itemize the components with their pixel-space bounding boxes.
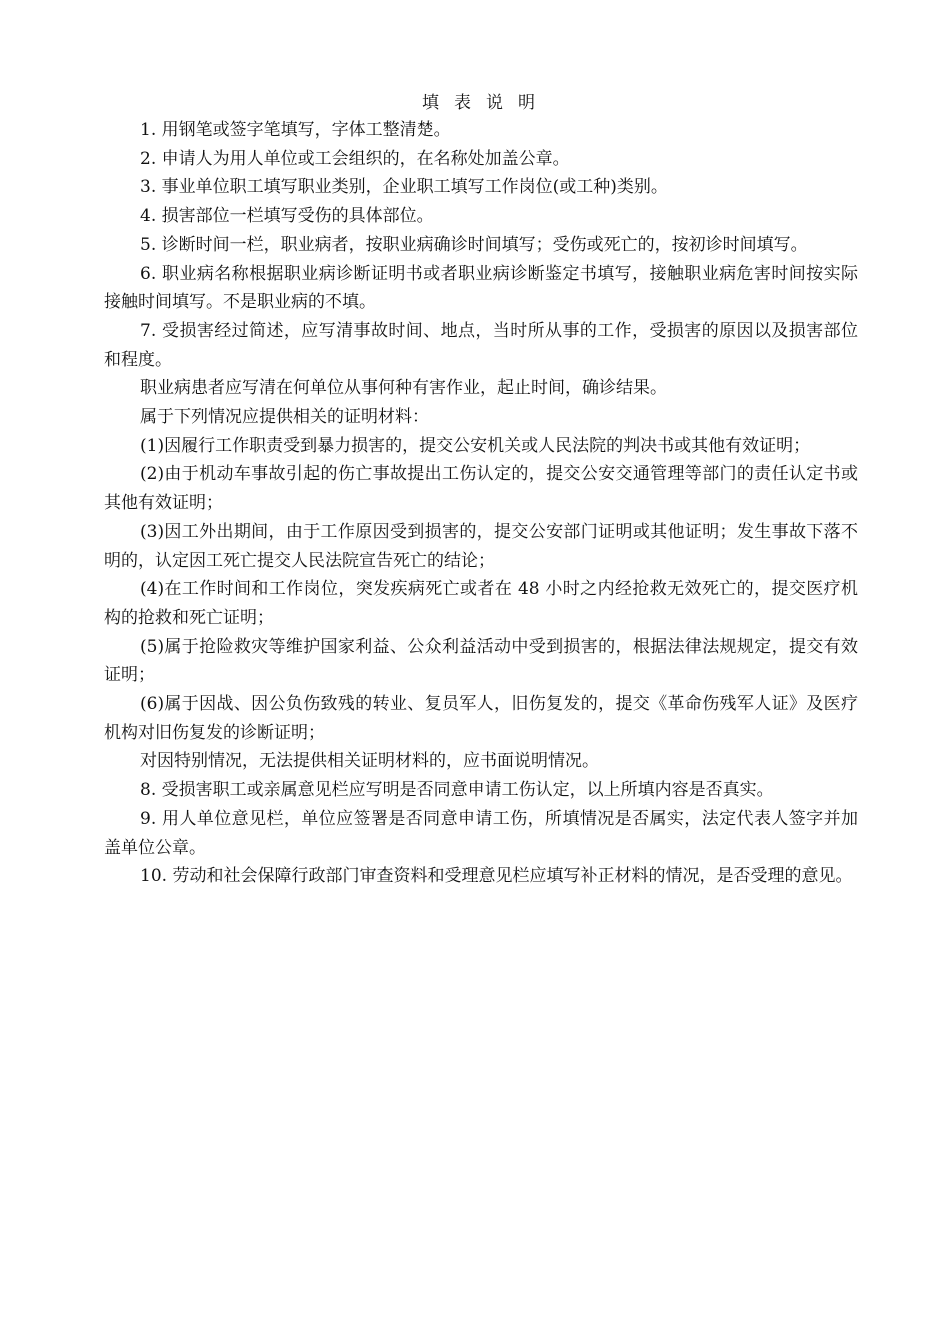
instruction-item-2: 2. 申请人为用人单位或工会组织的，在名称处加盖公章。 [140,148,570,169]
instruction-item-3: 3. 事业单位职工填写职业类别，企业职工填写工作岗位(或工种)类别。 [140,177,668,198]
supporting-material-3: (3)因工外出期间，由于工作原因受到损害的，提交公安部门证明或其他证明；发生事故下落不明的，认定因工死亡提交人民法院宣告死亡的结论； [104,521,858,571]
instruction-item-1: 1. 用钢笔或签字笔填写，字体工整清楚。 [140,120,451,140]
instruction-item-8: 8. 受损害职工或亲属意见栏应写明是否同意申请工伤认定，以上所填内容是否真实。 [140,780,774,801]
page-title: 填表说明 [422,93,550,113]
instruction-item-9: 9. 用人单位意见栏，单位应签署是否同意申请工伤，所填情况是否属实，法定代表人签字并加盖单位公章。 [104,808,858,858]
instructions-page [104,90,858,891]
instruction-item-5: 5. 诊断时间一栏，职业病者，按职业病确诊时间填写；受伤或死亡的，按初诊时间填写。 [140,234,808,255]
instruction-item-4: 4. 损害部位一栏填写受伤的具体部位。 [140,206,434,227]
supporting-material-4: (4)在工作时间和工作岗位，突发疾病死亡或者在 48 小时之内经抢救无效死亡的，提交医疗机构的抢救和死亡证明； [104,579,858,628]
occupational-disease-note: 职业病患者应写清在何单位从事何种有害作业，起止时间，确诊结果。 [140,378,667,399]
instruction-item-7: 7. 受损害经过简述，应写清事故时间、地点，当时所从事的工作，受损害的原因以及损害部位和程度。 [104,320,858,370]
supporting-material-1: (1)因履行工作职责受到暴力损害的，提交公安机关或人民法院的判决书或其他有效证明； [140,435,811,456]
supporting-material-2: (2)由于机动车事故引起的伤亡事故提出工伤认定的，提交公安交通管理等部门的责任认定书或其他有效证明； [104,464,858,514]
supporting-material-5: (5)属于抢险救灾等维护国家利益、公众利益活动中受到损害的，根据法律法规规定，提交有效证明； [104,636,858,686]
supporting-material-6: (6)属于因战、因公负伤致残的转业、复员军人，旧伤复发的，提交《革命伤残军人证》及医疗机构对旧伤复发的诊断证明； [104,694,858,743]
special-circumstances-note: 对因特别情况，无法提供相关证明材料的，应书面说明情况。 [140,751,599,772]
instruction-item-10: 10. 劳动和社会保障行政部门审查资料和受理意见栏应填写补正材料的情况，是否受理的意见。 [140,866,853,887]
instruction-item-6: 6. 职业病名称根据职业病诊断证明书或者职业病诊断鉴定书填写，接触职业病危害时间按实际接触时间填写。不是职业病的不填。 [104,263,858,313]
supporting-materials-intro: 属于下列情况应提供相关的证明材料： [140,407,429,428]
